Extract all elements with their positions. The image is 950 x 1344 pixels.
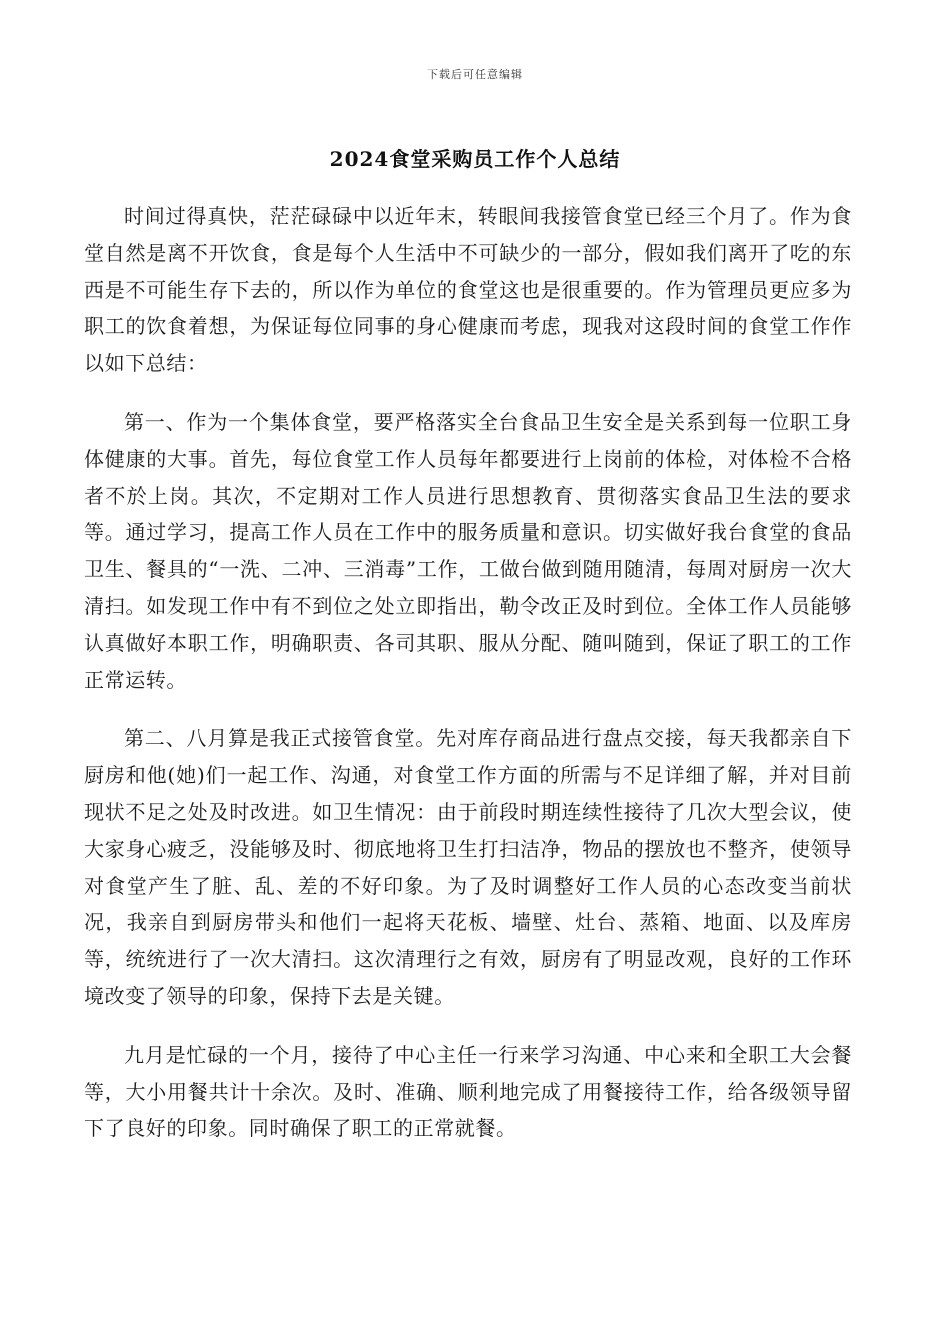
paragraph-second: 第二、八月算是我正式接管食堂。先对库存商品进行盘点交接，每天我都亲自下厨房和他(她)们一起工作、沟通，对食堂工作方面的所需与不足详细了解，并对目前现状不足之处及时改进。如卫生情况：由于前段时期连续性接待了几次大型会议，使大家身心疲乏，没能够及时、彻底地将卫生打扫洁净，物品的摆放也不整齐，使领导对食堂产生了脏、乱、差的不好印象。为了及时调整好工作人员的心态改变当前状况，我亲自到厨房带头和他们一起将天花板、墙壁、灶台、蒸箱、地面、以及库房等，统统进行了一次大清扫。这次清理行之有效，厨房有了明显改观，良好的工作环境改变了领导的印象，保持下去是关键。	[84, 726, 852, 1008]
paragraph-september: 九月是忙碌的一个月，接待了中心主任一行来学习沟通、中心来和全职工大会餐等，大小用餐共计十余次。及时、准确、顺利地完成了用餐接待工作，给各级领导留下了良好的印象。同时确保了职工的正常就餐。	[84, 1042, 852, 1141]
paragraph-first: 第一、作为一个集体食堂，要严格落实全台食品卫生安全是关系到每一位职工身体健康的大事。首先，每位食堂工作人员每年都要进行上岗前的体检，对体检不合格者不於上岗。其次，不定期对工作人员进行思想教育、贯彻落实食品卫生法的要求等。通过学习，提高工作人员在工作中的服务质量和意识。切实做好我台食堂的食品卫生、餐具的“一洗、二冲、三消毒”工作，工做台做到随用随清，每周对厨房一次大清扫。如发现工作中有不到位之处立即指出，勒令改正及时到位。全体工作人员能够认真做好本职工作，明确职责、各司其职、服从分配、随叫随到，保证了职工的工作正常运转。	[84, 409, 852, 692]
document-body	[84, 198, 852, 1169]
paragraph-intro: 时间过得真快，茫茫碌碌中以近年末，转眼间我接管食堂已经三个月了。作为食堂自然是离不开饮食，食是每个人生活中不可缺少的一部分，假如我们离开了吃的东西是不可能生存下去的，所以作为单位的食堂这也是很重要的。作为管理员更应多为职工的饮食着想，为保证每位同事的身心健康而考虑，现我对这段时间的食堂工作作以如下总结：	[84, 204, 852, 376]
document-title: 2024食堂采购员工作个人总结	[329, 147, 621, 171]
header-note: 下载后可任意编辑	[427, 68, 523, 81]
